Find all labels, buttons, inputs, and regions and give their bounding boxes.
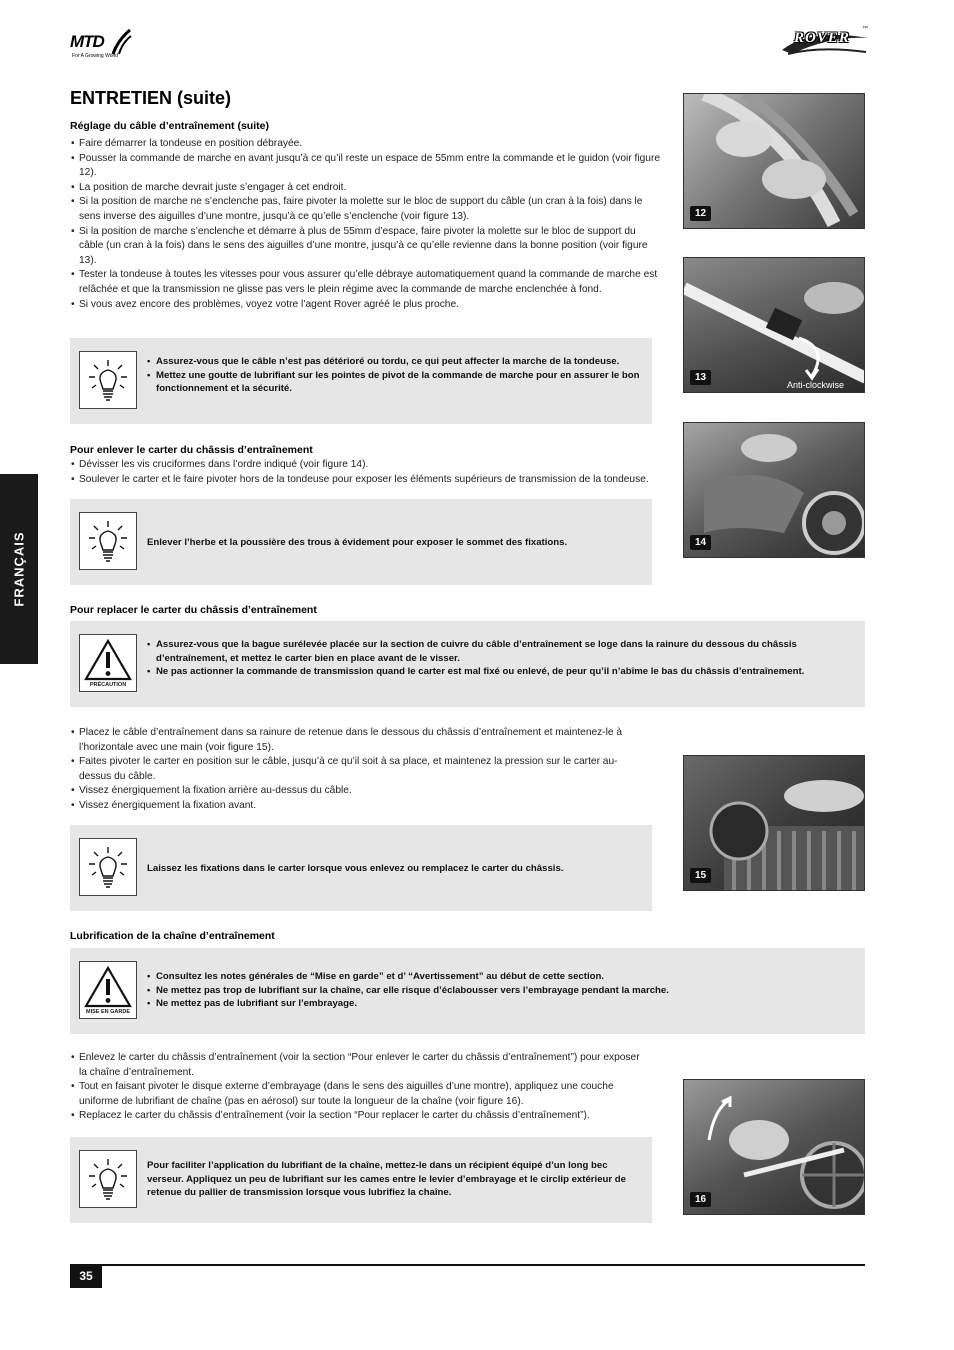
tip-box-cable bbox=[70, 338, 652, 424]
tip-text: Pour faciliter l’application du lubrifiant de la chaîne, mettez-le dans un récipient équipé d’un long bec verseur. Appliquez un peu de lubrifiant sur les cames entre le levier d’embrayage et le circlip extérieur de retenue du pallier de transmission lorsque vous lubrifiez la chaîne. bbox=[147, 1160, 626, 1199]
list-item: • Vissez énergiquement la fixation avant. bbox=[70, 799, 648, 814]
page-title: ENTRETIEN (suite) bbox=[70, 88, 232, 108]
list-item: • Si la position de marche ne s’enclenche pas, faire pivoter la molette sur le bloc de support du câble (un cran à la fois) dans le sens inverse des aiguilles d’une montre, jusqu’à ce qu’elle s’enclenche (voir figure 13). bbox=[70, 195, 660, 224]
section-heading-remove: Pour enlever le carter du châssis d’entraînement bbox=[70, 444, 313, 456]
cable-block-photo-illustration bbox=[684, 258, 865, 393]
list-item: • Vissez énergiquement la fixation arrière au-dessus du câble. bbox=[70, 784, 648, 799]
cable-steps-list bbox=[70, 137, 660, 312]
lightbulb-icon bbox=[79, 512, 137, 570]
tip-text: Laissez les fixations dans le carter lorsque vous enlevez ou remplacez le carter du châssis. bbox=[147, 863, 564, 874]
list-item: • Tout en faisant pivoter le disque externe d’embrayage (dans le sens des aiguilles d’une montre), appliquez une couche uniforme de lubrifiant de chaîne (pas en aérosol) sur toute la longueur de la chaîne (voir figure 16). bbox=[70, 1080, 648, 1109]
language-tab: FRANÇAIS bbox=[0, 474, 38, 664]
mtd-logo: MTD For A Growing World bbox=[70, 26, 132, 60]
mtd-swoosh-icon bbox=[110, 28, 132, 56]
warning-item: • Ne pas actionner la commande de transmission quand le carter est mal fixé ou enlevé, de peur qu’il n’abîme le bas du châssis d’entraînement. bbox=[147, 665, 852, 679]
handle-photo-illustration bbox=[684, 94, 865, 229]
section-heading-replace: Pour replacer le carter du châssis d’entraînement bbox=[70, 604, 317, 616]
replace-steps-list bbox=[70, 726, 648, 814]
lube-steps-list bbox=[70, 1051, 648, 1124]
remove-steps-list bbox=[70, 458, 675, 487]
list-item: • Si la position de marche s’enclenche et démarre à plus de 55mm d’espace, faire pivoter la molette sur le bloc de support du câble (un cran à la fois) dans le sens des aiguilles d’une montre, jusqu’à ce qu’elle revienne dans la bonne position (voir figure 13). bbox=[70, 225, 660, 269]
lightbulb-icon bbox=[79, 351, 137, 409]
lightbulb-icon bbox=[79, 838, 137, 896]
tip-text: Enlever l’herbe et la poussière des trous à évidement pour exposer le sommet des fixations. bbox=[147, 537, 568, 548]
list-item: • La position de marche devrait juste s’engager à cet endroit. bbox=[70, 181, 660, 196]
tip-box-remove bbox=[70, 499, 652, 585]
list-item: • Faites pivoter le carter en position sur le câble, jusqu’à ce qu’il soit à sa place, et maintenez la pression sur le carter au-dessus du câble. bbox=[70, 755, 648, 784]
chassis-cover-photo-illustration bbox=[684, 423, 865, 558]
tip-box-replace bbox=[70, 825, 652, 911]
warning-item: • Ne mettez pas trop de lubrifiant sur la chaîne, car elle risque d’éclabousser vers l’embrayage pendant la marche. bbox=[147, 984, 852, 998]
footer-rule bbox=[70, 1264, 865, 1266]
warning-triangle-icon: PRÉCAUTION bbox=[79, 634, 137, 692]
figure-12: 12 bbox=[683, 93, 865, 229]
warning-triangle-icon: MISE EN GARDE bbox=[79, 961, 137, 1019]
cable-groove-photo-illustration bbox=[684, 756, 865, 891]
list-item: • Enlevez le carter du châssis d’entraînement (voir la section “Pour enlever le carter du châssis d’entraînement”) pour exposer la chaîne d’entraînement. bbox=[70, 1051, 648, 1080]
list-item: • Replacez le carter du châssis d’entraînement (voir la section “Pour replacer le carter du châssis d’entraînement”). bbox=[70, 1109, 648, 1124]
section-heading-lube: Lubrification de la chaîne d’entraînement bbox=[70, 930, 275, 942]
figure-14: 14 bbox=[683, 422, 865, 558]
rover-logo: ROVER ™ bbox=[780, 24, 872, 58]
warning-item: • Assurez-vous que la bague surélevée placée sur la section de cuivre du câble d’entraînement se loge dans la rainure du dessous du châssis d’entraînement, et mettez le carter bien en place avant de le visser. bbox=[147, 638, 852, 665]
list-item: • Faire démarrer la tondeuse en position débrayée. bbox=[70, 137, 660, 152]
list-item: • Tester la tondeuse à toutes les vitesses pour vous assurer qu’elle débraye automatiquement quand la commande de marche est relâchée et que la transmission ne glisse pas vers le plein régime avec la commande de marche enclenchée à fond. bbox=[70, 268, 660, 297]
figure-16: 16 bbox=[683, 1079, 865, 1215]
list-item: • Soulever le carter et le faire pivoter hors de la tondeuse pour exposer les éléments supérieurs de transmission de la tondeuse. bbox=[70, 473, 675, 488]
list-item: • Placez le câble d’entraînement dans sa rainure de retenue dans le dessous du châssis d’entraînement et maintenez-le à l’horizontale avec une main (voir figure 15). bbox=[70, 726, 648, 755]
warning-box-replace bbox=[70, 621, 865, 707]
tip-item: • Assurez-vous que le câble n’est pas détérioré ou tordu, ce qui peut affecter la marche de la tondeuse. bbox=[147, 355, 642, 369]
figure-13: 13 Anti-clockwise bbox=[683, 257, 865, 393]
list-item: • Dévisser les vis cruciformes dans l’ordre indiqué (voir figure 14). bbox=[70, 458, 675, 473]
warning-box-lube bbox=[70, 948, 865, 1034]
list-item: • Si vous avez encore des problèmes, voyez votre l’agent Rover agréé le plus proche. bbox=[70, 298, 660, 313]
tip-item: • Mettez une goutte de lubrifiant sur les pointes de pivot de la commande de marche pour en assurer le bon fonctionnement et la sécurité. bbox=[147, 369, 642, 396]
warning-item: • Ne mettez pas de lubrifiant sur l’embrayage. bbox=[147, 997, 852, 1011]
list-item: • Pousser la commande de marche en avant jusqu’à ce qu’il reste un espace de 55mm entre la commande et le guidon (voir figure 12). bbox=[70, 152, 660, 181]
warning-item: • Consultez les notes générales de “Mise en garde” et d’ “Avertissement” au début de cette section. bbox=[147, 970, 852, 984]
lightbulb-icon bbox=[79, 1150, 137, 1208]
figure-15: 15 bbox=[683, 755, 865, 891]
chain-lube-photo-illustration bbox=[684, 1080, 865, 1215]
page-number: 35 bbox=[70, 1264, 102, 1288]
section-heading-cable: Réglage du câble d’entraînement (suite) bbox=[70, 120, 269, 132]
tip-box-lube bbox=[70, 1137, 652, 1223]
